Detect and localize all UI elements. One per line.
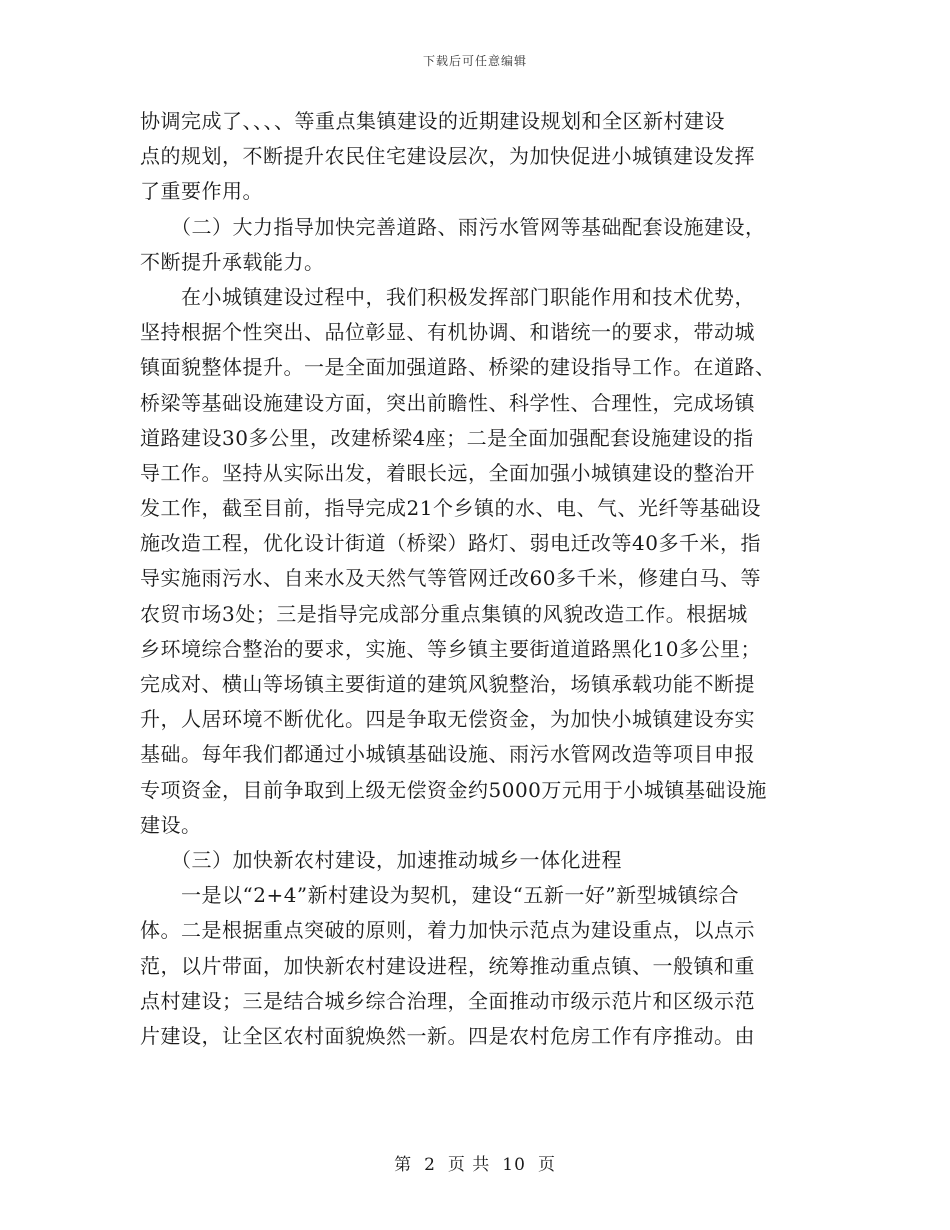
footer-suffix: 页 <box>537 1155 556 1175</box>
page-header-note: 下载后可任意编辑 <box>422 54 527 68</box>
body-line: 桥梁等基础设施建设方面，突出前瞻性、科学性、合理性，完成场镇 <box>140 390 755 415</box>
footer-middle: 页 共 <box>447 1155 491 1175</box>
body-line: 基础。每年我们都通过小城镇基础设施、雨污水管网改造等项目申报 <box>140 742 755 767</box>
body-line: 一是以“2+4”新村建设为契机，建设“五新一好”新型城镇综合 <box>140 883 740 908</box>
page-footer <box>0 1150 950 1175</box>
body-line: 在小城镇建设过程中，我们积极发挥部门职能作用和技术优势， <box>140 284 755 309</box>
body-line: 导实施雨污水、自来水及天然气等管网迁改60多千米，修建白马、等 <box>140 566 761 591</box>
body-line: 协调完成了、、、、等重点集镇建设的近期建设规划和全区新村建设 <box>140 109 725 133</box>
body-line: 点村建设；三是结合城乡综合治理，全面推动市级示范片和区级示范 <box>140 988 755 1013</box>
body-line: 坚持根据个性突出、品位彰显、有机协调、和谐统一的要求，带动城 <box>140 320 755 345</box>
body-line: 镇面貌整体提升。一是全面加强道路、桥梁的建设指导工作。在道路、 <box>140 355 776 380</box>
body-line: 范，以片带面，加快新农村建设进程，统筹推动重点镇、一般镇和重 <box>140 953 755 978</box>
body-line: 施改造工程，优化设计街道（桥梁）路灯、弱电迁改等40多千米，指 <box>140 531 761 556</box>
body-line: 点的规划，不断提升农民住宅建设层次，为加快促进小城镇建设发挥 <box>140 144 755 169</box>
body-line: 升，人居环境不断优化。四是争取无偿资金，为加快小城镇建设夯实 <box>140 707 755 732</box>
body-line: 专项资金，目前争取到上级无偿资金约5000万元用于小城镇基础设施 <box>140 777 767 802</box>
body-line: 完成对、横山等场镇主要街道的建筑风貌整治，场镇承载功能不断提 <box>140 672 755 696</box>
document-body <box>140 104 810 1054</box>
section-heading: （三）加快新农村建设，加速推动城乡一体化进程 <box>140 847 622 872</box>
body-line: 片建设，让全区农村面貌焕然一新。四是农村危房工作有序推动。由 <box>140 1023 755 1048</box>
body-line: 了重要作用。 <box>140 179 263 204</box>
footer-prefix: 第 <box>394 1155 413 1175</box>
section-heading: 不断提升承载能力。 <box>140 249 325 274</box>
body-line: 发工作，截至目前，指导完成21个乡镇的水、电、气、光纤等基础设 <box>140 496 761 521</box>
body-line: 导工作。坚持从实际出发，着眼长远，全面加强小城镇建设的整治开 <box>140 460 755 485</box>
body-line: 乡环境综合整治的要求，实施、等乡镇主要街道道路黑化10多公里； <box>140 636 761 661</box>
body-line: 农贸市场3处；三是指导完成部分重点集镇的风貌改造工作。根据城 <box>140 601 748 626</box>
body-line: 建设。 <box>140 812 202 837</box>
total-page-count: 10 <box>502 1155 526 1175</box>
body-line: 道路建设30多公里，改建桥梁4座；二是全面加强配套设施建设的指 <box>140 425 754 450</box>
current-page-number: 2 <box>424 1155 436 1175</box>
section-heading: （二）大力指导加快完善道路、雨污水管网等基础配套设施建设， <box>140 214 766 239</box>
body-line: 体。二是根据重点突破的原则，着力加快示范点为建设重点，以点示 <box>140 918 755 943</box>
